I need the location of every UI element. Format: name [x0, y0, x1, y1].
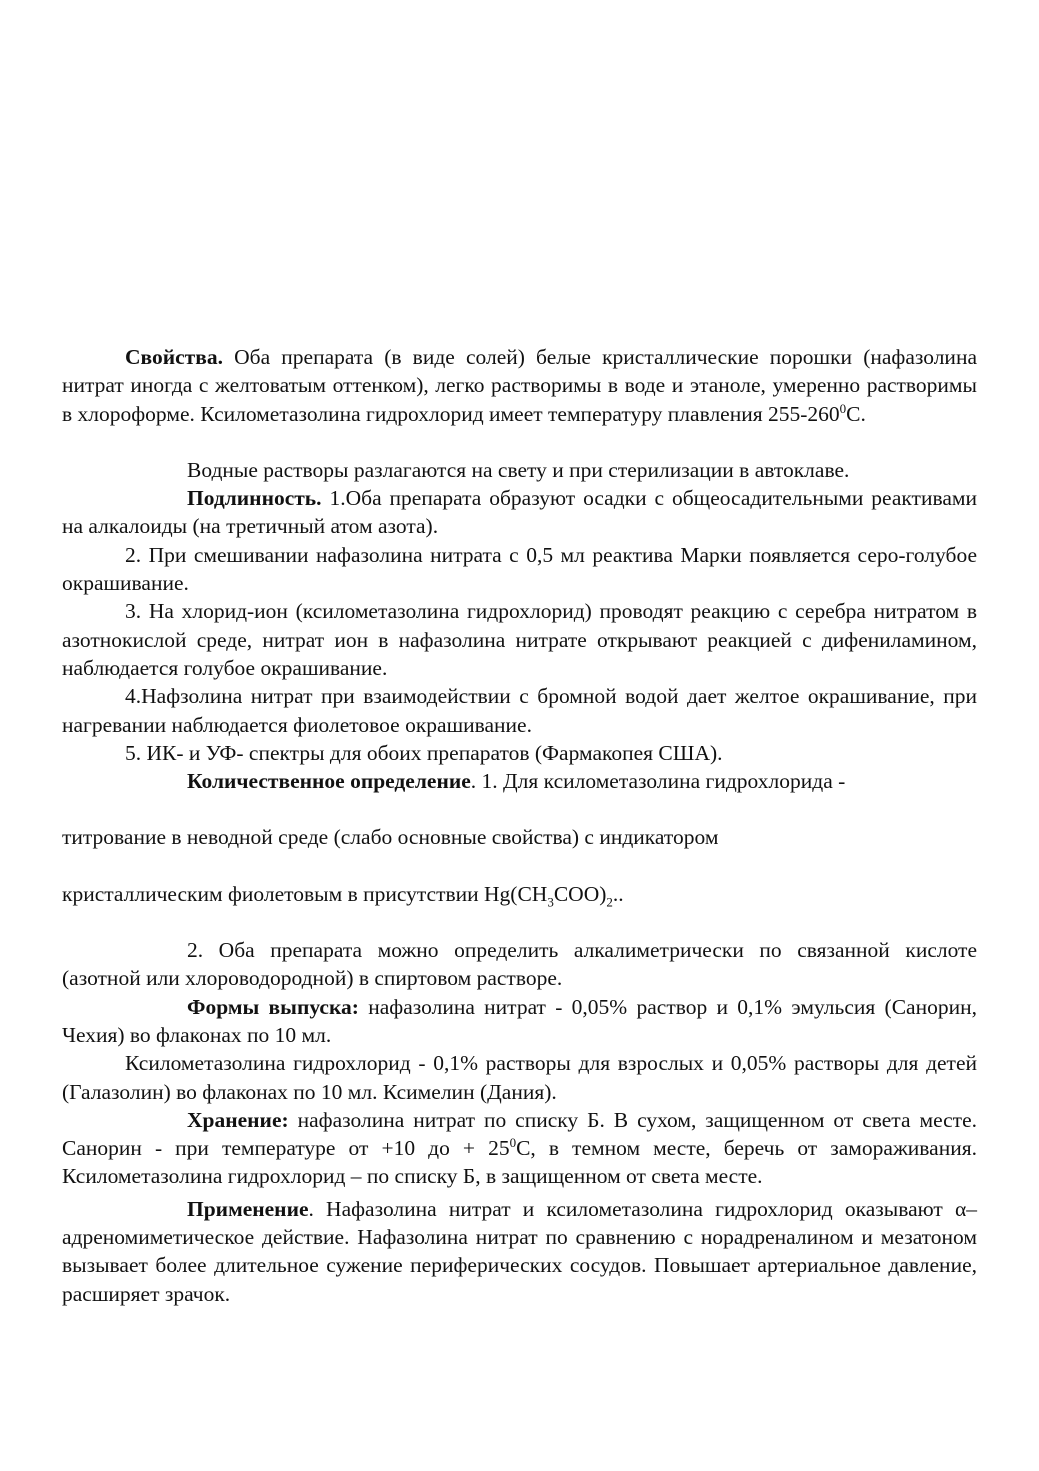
storage-text: нафазолина нитрат по списку Б. В сухом, защищенном от света месте. Санорин - при температуре от +10 до + 25 — [62, 1107, 977, 1161]
subscript-2: 2 — [606, 894, 613, 910]
quantitative-item-2: 2. Оба препарата можно определить алкалиметрически по связанной кислоте (азотной или хлороводородной) в спиртовом растворе. — [62, 938, 977, 991]
properties-paragraph — [62, 343, 977, 428]
forms-heading: Формы выпуска: — [187, 994, 359, 1019]
application-heading: Применение — [187, 1196, 309, 1221]
authenticity-item-4: 4.Нафзолина нитрат при взаимодействии с бромной водой дает желтое окрашивание, при нагревании наблюдается фиолетовое окрашивание. — [62, 684, 977, 737]
authenticity-paragraph — [62, 484, 977, 541]
forms-text-2: Ксилометазолина гидрохлорид - 0,1% растворы для взрослых и 0,05% растворы для детей (Галазолин) во флаконах по 10 мл. Ксимелин (Дания). — [62, 1051, 977, 1104]
quantitative-line-3-text-b: COO) — [553, 881, 607, 906]
quantitative-line-3-text: кристаллическим фиолетовым в присутствии Hg(CH — [62, 881, 548, 906]
quantitative-paragraph — [62, 767, 977, 795]
quantitative-text-1: . 1. Для ксилометазолина гидрохлорида - — [470, 769, 846, 794]
quantitative-heading: Количественное определение — [187, 769, 471, 794]
authenticity-item-3: 3. На хлорид-ион (ксилометазолина гидрохлорид) проводят реакцию с серебра нитратом в азотнокислой среде, нитрат ион в нафазолина нитрате открывают реакцией с дифениламином, наблюдается голубое окрашивание. — [62, 599, 977, 680]
storage-paragraph — [62, 1106, 977, 1191]
document-page — [62, 343, 977, 1308]
quantitative-line-3-text-c: .. — [612, 881, 624, 906]
application-text: . Нафазолина нитрат и ксилометазолина гидрохлорид оказывают α–адреномиметическое действие. Нафазолина нитрат по сравнению с норадреналином и мезатоном вызывает более длительное сужение периферических сосудов. Повышает артериальное давление, расширяет зрачок. — [62, 1196, 977, 1306]
degree-superscript: 0 — [839, 400, 847, 416]
quantitative-line-2: титрование в неводной среде (слабо основные свойства) с индикатором — [62, 825, 719, 850]
quantitative-line-3 — [62, 880, 977, 908]
storage-text-end: С, в темном месте, беречь от замораживания. Ксилометазолина гидрохлорид – по списку Б, в защищенном от света месте. — [62, 1136, 977, 1189]
properties-text-end: С. — [846, 401, 866, 426]
authenticity-heading: Подлинность. — [187, 486, 322, 511]
properties-text: Оба препарата (в виде солей) белые кристаллические порошки (нафазолина нитрат иногда с желтоватым оттенком), легко растворимы в воде и этаноле, умеренно растворимы в хлороформе. Ксилометазолина гидрохлорид имеет температуру плавления 255-260 — [62, 345, 977, 426]
authenticity-item-5: 5. ИК- и УФ- спектры для обоих препаратов (Фармакопея США). — [125, 740, 723, 765]
subscript-3: 3 — [547, 894, 554, 910]
degree-superscript: 0 — [509, 1134, 517, 1150]
authenticity-item-2: 2. При смешивании нафазолина нитрата с 0,5 мл реактива Марки появляется серо-голубое окрашивание. — [62, 542, 977, 596]
storage-heading: Хранение: — [187, 1107, 289, 1132]
decomposition-paragraph: Водные растворы разлагаются на свету и при стерилизации в автоклаве. — [187, 457, 850, 482]
authenticity-item-1: 1.Оба препарата образуют осадки с общеосадительными реактивами на алкалоиды (на третичный атом азота). — [62, 486, 977, 539]
application-paragraph — [62, 1195, 977, 1308]
forms-paragraph — [62, 993, 977, 1050]
properties-heading: Свойства. — [125, 345, 223, 369]
forms-text-1: нафазолина нитрат - 0,05% раствор и 0,1% эмульсия (Санорин, Чехия) во флаконах по 10 мл. — [62, 994, 977, 1047]
